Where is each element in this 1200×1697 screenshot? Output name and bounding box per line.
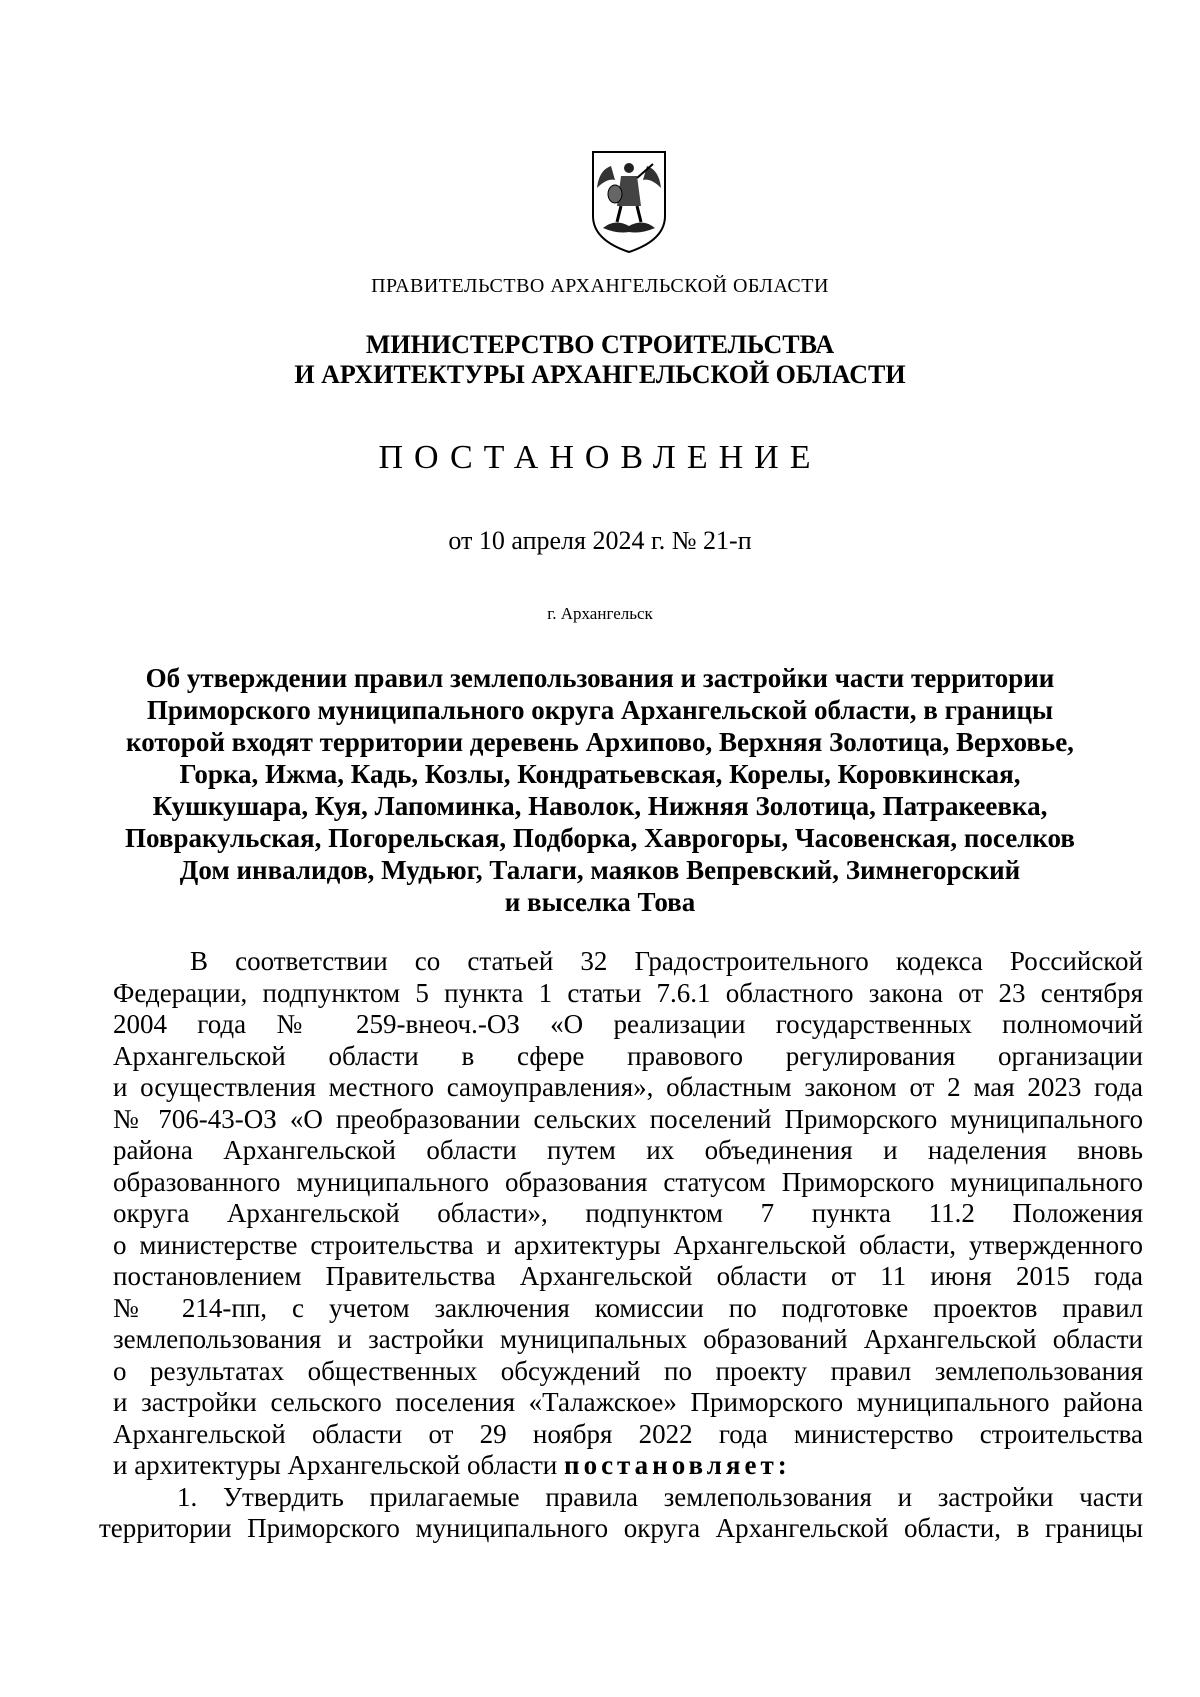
body-line: Федерации, подпунктом 5 пункта 1 статьи 7.6.1 областного закона от 23 сентября xyxy=(113,977,1143,1008)
document-body xyxy=(99,946,1143,1545)
body-line: и застройки сельского поселения «Талажское» Приморского муниципального района xyxy=(113,1387,1143,1417)
body-line: 2004 года № 259-внеоч.-ОЗ «О реализации государственных полномочий xyxy=(113,1009,1143,1039)
ministry-name-line: МИНИСТЕРСТВО СТРОИТЕЛЬСТВА xyxy=(365,330,835,359)
resolves-word: постановляет: xyxy=(564,1450,791,1480)
body-line: Архангельской области в сфере правового регулирования организации xyxy=(113,1040,1143,1071)
body-line: В соответствии со статьей 32 Градостроительного кодекса Российской xyxy=(190,946,1143,976)
title-line: Повракульская, Погорельская, Подборка, Хаврогоры, Часовенская, поселков xyxy=(125,823,1075,853)
title-line: которой входят территории деревень Архипово, Верхняя Золотица, Верховье, xyxy=(126,727,1074,757)
body-line-final xyxy=(113,1450,1143,1482)
document-type: ПОСТАНОВЛЕНИЕ xyxy=(378,439,822,476)
body-line: о результатах общественных обсуждений по проекту правил землепользования xyxy=(113,1355,1143,1386)
ministry-name-line: И АРХИТЕКТУРЫ АРХАНГЕЛЬСКОЙ ОБЛАСТИ xyxy=(294,360,906,389)
body-line: округа Архангельской области», подпунктом 7 пункта 11.2 Положения xyxy=(113,1198,1143,1228)
document-city: г. Архангельск xyxy=(547,604,653,623)
body-line: постановлением Правительства Архангельской области от 11 июня 2015 года xyxy=(113,1261,1143,1291)
clause-line: 1. Утвердить прилагаемые правила землепользования и застройки части xyxy=(177,1481,1143,1512)
title-line: Горка, Ижма, Кадь, Козлы, Кондратьевская, Корелы, Коровкинская, xyxy=(179,759,1021,789)
body-line: № 214-пп, с учетом заключения комиссии по подготовке проектов правил xyxy=(113,1292,1143,1323)
title-line: и выселка Това xyxy=(504,887,696,917)
title-line: Об утверждении правил землепользования и застройки части территории xyxy=(145,663,1055,693)
title-line: Дом инвалидов, Мудьюг, Талаги, маяков Вепревский, Зимнегорский xyxy=(179,855,1021,885)
body-line: и осуществления местного самоуправления», областным законом от 2 мая 2023 года xyxy=(113,1072,1143,1102)
body-line: № 706-43-ОЗ «О преобразовании сельских поселений Приморского муниципального xyxy=(113,1103,1143,1134)
body-line: района Архангельской области путем их объединения и наделения вновь xyxy=(113,1135,1143,1165)
document-title xyxy=(90,662,1110,918)
body-line: землепользования и застройки муниципальных образований Архангельской области xyxy=(113,1324,1143,1354)
document-date-number: от 10 апреля 2024 г. № 21-п xyxy=(448,526,752,555)
title-line: Кушкушара, Куя, Лапоминка, Наволок, Нижняя Золотица, Патракеевка, xyxy=(152,791,1048,821)
body-line: образованного муниципального образования статусом Приморского муниципального xyxy=(113,1166,1143,1197)
body-line: о министерстве строительства и архитектуры Архангельской области, утвержденного xyxy=(113,1229,1143,1260)
body-line: Архангельской области от 29 ноября 2022 года министерство строительства xyxy=(113,1418,1143,1449)
ministry-name xyxy=(0,330,1200,390)
clause-line: территории Приморского муниципального округа Архангельской области, в границы xyxy=(99,1513,1143,1543)
coat-of-arms-icon xyxy=(589,148,669,256)
title-line: Приморского муниципального округа Архангельской области, в границы xyxy=(146,695,1054,725)
government-name: ПРАВИТЕЛЬСТВО АРХАНГЕЛЬСКОЙ ОБЛАСТИ xyxy=(371,275,829,297)
body-line-text: и архитектуры Архангельской области xyxy=(113,1450,558,1480)
